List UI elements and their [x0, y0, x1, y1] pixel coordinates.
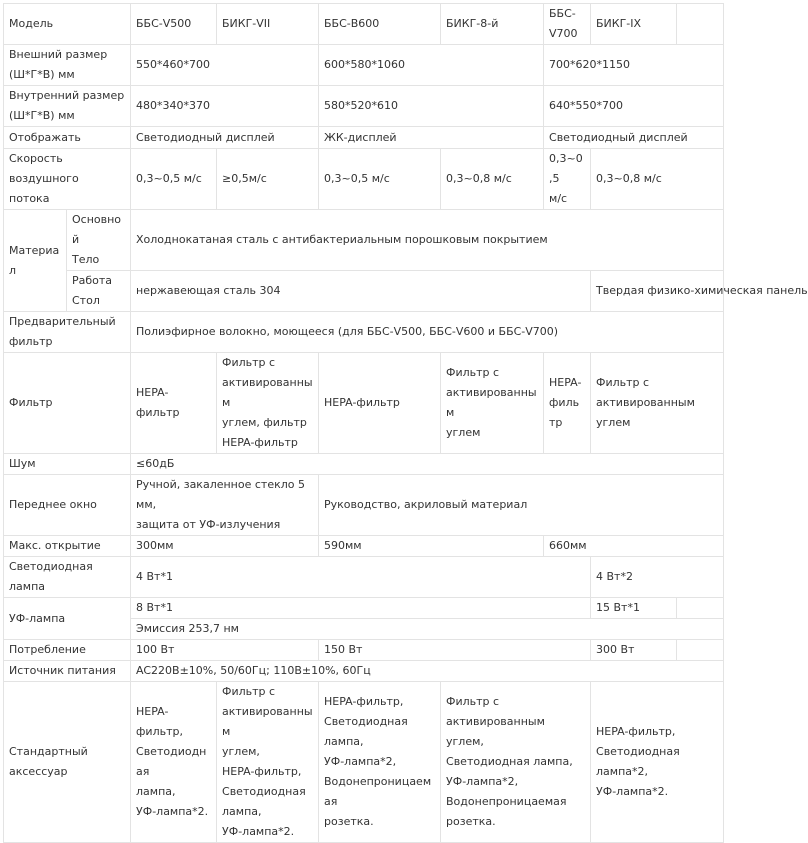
inner-size-v700: 640*550*700	[544, 86, 724, 127]
filter-bikg-vii: Фильтр с активированным углем, фильтр HEPA-фильтр	[217, 353, 319, 454]
accessories-v500: HEPA-фильтр, Светодиодная лампа, УФ-лампа*2.	[131, 682, 217, 843]
material-label: Материал	[4, 210, 67, 312]
material-body-value: Холоднокатаная сталь с антибактериальным порошковым покрытием	[131, 210, 724, 271]
airflow-bikg-8: 0,3~0,8 м/с	[441, 149, 544, 210]
row-consumption	[4, 640, 724, 661]
row-uv-lamp	[4, 598, 724, 619]
row-led-lamp	[4, 557, 724, 598]
filter-v500: HEPA-фильтр	[131, 353, 217, 454]
max-opening-v700: 660мм	[544, 536, 724, 557]
outer-size-v700: 700*620*1150	[544, 45, 724, 86]
display-v500: Светодиодный дисплей	[131, 127, 319, 149]
filter-bikg-8: Фильтр с активированным углем	[441, 353, 544, 454]
row-outer-size	[4, 45, 724, 86]
filter-bikg-ix: Фильтр с активированным углем	[591, 353, 724, 454]
row-accessories	[4, 682, 724, 843]
max-opening-label: Макс. открытие	[4, 536, 131, 557]
header-row	[4, 4, 724, 45]
accessories-b600: HEPA-фильтр, Светодиодная лампа, УФ-лампа*2, Водонепроницаемая розетка.	[319, 682, 441, 843]
model-bbs-b600: ББС-В600	[319, 4, 441, 45]
inner-size-label: Внутренний размер (Ш*Г*В) мм	[4, 86, 131, 127]
row-display	[4, 127, 724, 149]
outer-size-v600: 600*580*1060	[319, 45, 544, 86]
row-material-table	[4, 271, 724, 312]
max-opening-v600: 590мм	[319, 536, 544, 557]
uv-lamp-extra-cell	[677, 598, 724, 619]
prefilter-value: Полиэфирное волокно, моющееся (для ББС-V500, ББС-V600 и ББС-V700)	[131, 312, 724, 353]
consumption-v600: 150 Вт	[319, 640, 591, 661]
inner-size-v600: 580*520*610	[319, 86, 544, 127]
accessories-bikg-vii: Фильтр с активированным углем, HEPA-фильтр, Светодиодная лампа, УФ-лампа*2.	[217, 682, 319, 843]
uv-lamp-b: 15 Вт*1	[591, 598, 677, 619]
spec-table	[3, 3, 808, 843]
display-label: Отображать	[4, 127, 131, 149]
uv-lamp-label: УФ-лампа	[4, 598, 131, 640]
led-lamp-b: 4 Вт*2	[591, 557, 724, 598]
row-inner-size	[4, 86, 724, 127]
consumption-v500: 100 Вт	[131, 640, 319, 661]
model-bbs-v500: ББС-V500	[131, 4, 217, 45]
consumption-extra-cell	[677, 640, 724, 661]
noise-value: ≤60дБ	[131, 454, 724, 475]
inner-size-v500: 480*340*370	[131, 86, 319, 127]
uv-emission: Эмиссия 253,7 нм	[131, 619, 724, 640]
uv-lamp-a: 8 Вт*1	[131, 598, 591, 619]
front-window-v500: Ручной, закаленное стекло 5 мм, защита от УФ-излучения	[131, 475, 319, 536]
material-body-label: Основной Тело	[67, 210, 131, 271]
airflow-bikg-vii: ≥0,5м/с	[217, 149, 319, 210]
outer-size-label: Внешний размер (Ш*Г*В) мм	[4, 45, 131, 86]
row-airflow	[4, 149, 724, 210]
row-max-opening	[4, 536, 724, 557]
power-supply-label: Источник питания	[4, 661, 131, 682]
accessories-bikg-8: Фильтр с активированным углем, Светодиодная лампа, УФ-лампа*2, Водонепроницаемая розетка.	[441, 682, 591, 843]
consumption-v700: 300 Вт	[591, 640, 677, 661]
row-front-window	[4, 475, 724, 536]
accessories-label: Стандартный аксессуар	[4, 682, 131, 843]
airflow-v700: 0,3~0,5 м/с	[544, 149, 591, 210]
model-bbs-v700: ББС- V700	[544, 4, 591, 45]
filter-b600: HEPA-фильтр	[319, 353, 441, 454]
prefilter-label: Предварительный фильтр	[4, 312, 131, 353]
airflow-v500: 0,3~0,5 м/с	[131, 149, 217, 210]
header-extra-cell	[677, 4, 724, 45]
front-window-label: Переднее окно	[4, 475, 131, 536]
consumption-label: Потребление	[4, 640, 131, 661]
row-prefilter	[4, 312, 724, 353]
row-material-body	[4, 210, 724, 271]
display-v600: ЖК-дисплей	[319, 127, 544, 149]
noise-label: Шум	[4, 454, 131, 475]
row-power-supply	[4, 661, 724, 682]
front-window-rest: Руководство, акриловый материал	[319, 475, 724, 536]
model-bikg-8: БИКГ-8-й	[441, 4, 544, 45]
led-lamp-a: 4 Вт*1	[131, 557, 591, 598]
max-opening-v500: 300мм	[131, 536, 319, 557]
header-label: Модель	[4, 4, 131, 45]
filter-v700: HEPA- фильтр	[544, 353, 591, 454]
model-bikg-ix: БИКГ-IX	[591, 4, 677, 45]
accessories-ix: HEPA-фильтр, Светодиодная лампа*2, УФ-лампа*2.	[591, 682, 724, 843]
power-supply-value: AC220В±10%, 50/60Гц; 110В±10%, 60Гц	[131, 661, 724, 682]
row-filter	[4, 353, 724, 454]
display-v700: Светодиодный дисплей	[544, 127, 724, 149]
airflow-label: Скорость воздушного потока	[4, 149, 131, 210]
airflow-b600: 0,3~0,5 м/с	[319, 149, 441, 210]
airflow-bikg-ix: 0,3~0,8 м/с	[591, 149, 724, 210]
outer-size-v500: 550*460*700	[131, 45, 319, 86]
row-noise	[4, 454, 724, 475]
model-bikg-vii: БИКГ-VII	[217, 4, 319, 45]
material-table-label: Работа Стол	[67, 271, 131, 312]
material-table-value: нержавеющая сталь 304	[131, 271, 591, 312]
filter-label: Фильтр	[4, 353, 131, 454]
material-table-value-ix: Твердая физико-химическая панель	[591, 271, 724, 312]
led-lamp-label: Светодиодная лампа	[4, 557, 131, 598]
